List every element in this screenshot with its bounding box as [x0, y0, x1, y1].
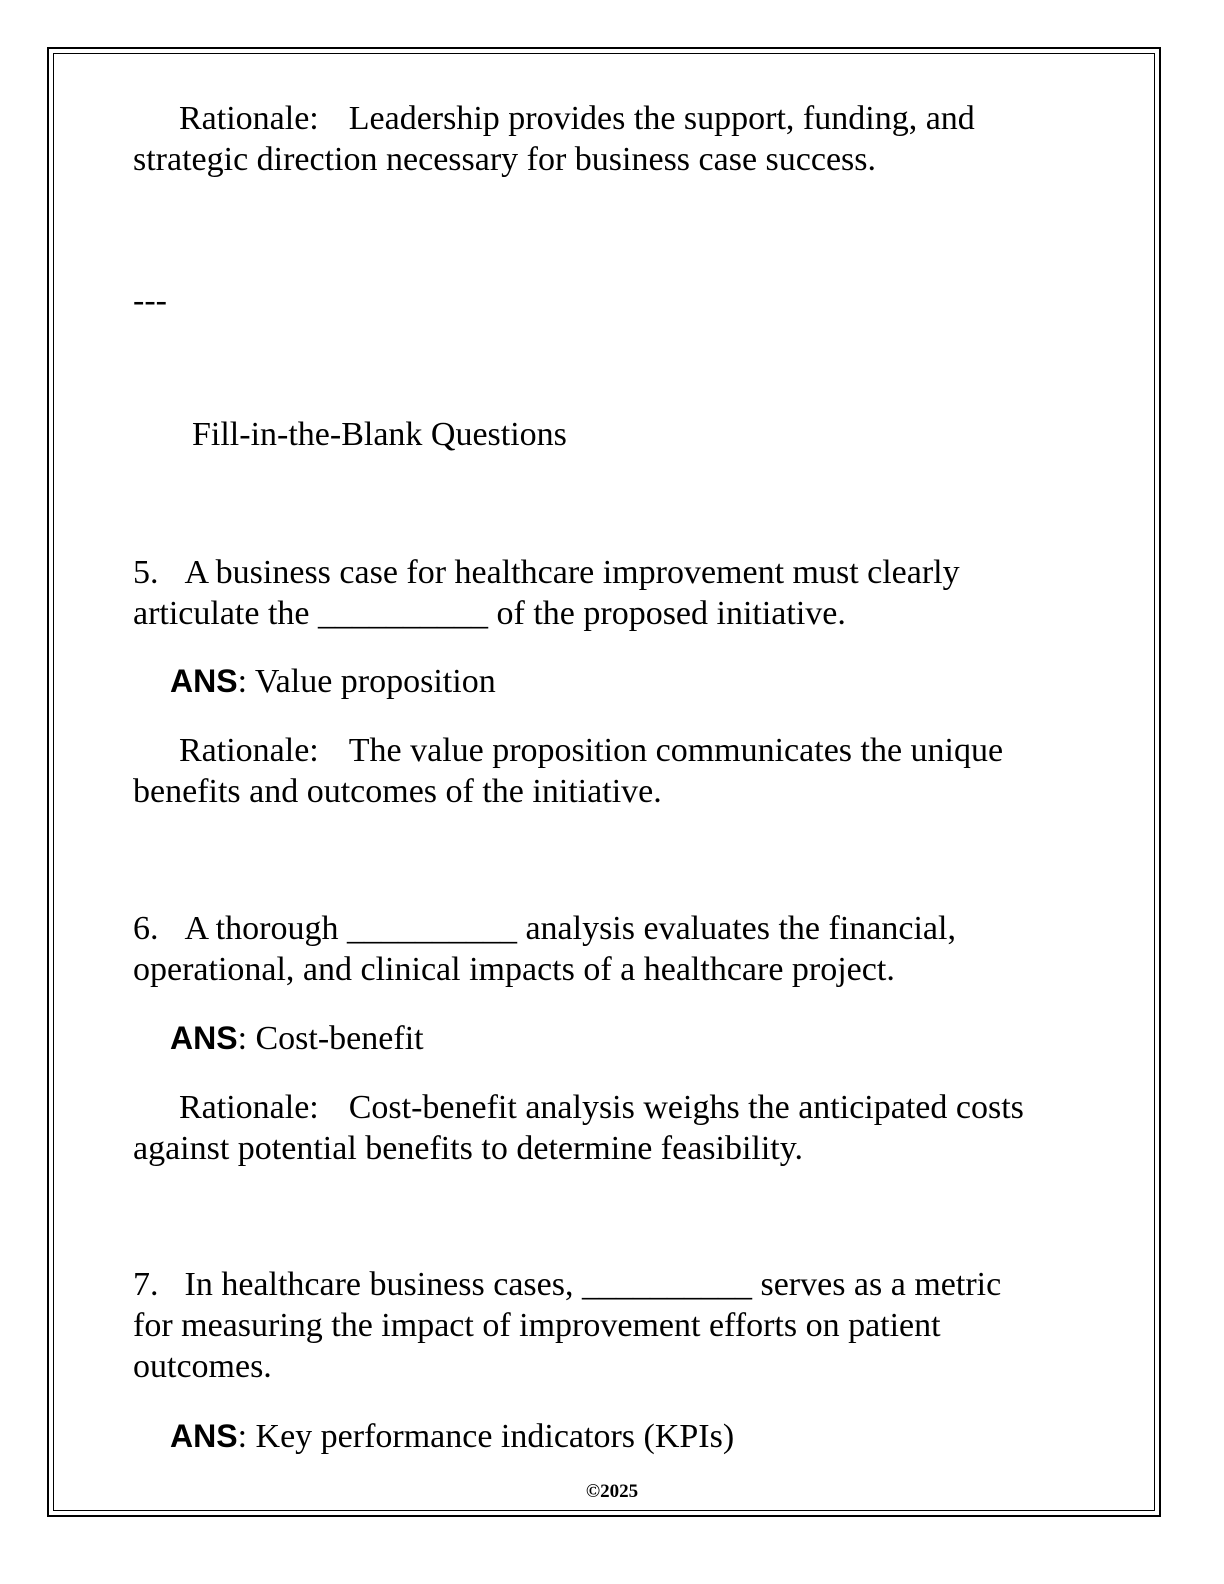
rationale-text: Cost-benefit analysis weighs the anticipated costs	[348, 1089, 1024, 1126]
question-7-line-2: for measuring the impact of improvement efforts on patient	[133, 1307, 941, 1344]
ans-label: ANS	[170, 663, 238, 699]
question-6-line-1	[133, 908, 956, 949]
question-number: 7.	[133, 1266, 159, 1303]
answer-6	[170, 1018, 424, 1059]
separator: ---	[133, 282, 167, 319]
question-text: A thorough __________ analysis evaluates the financial,	[184, 910, 956, 947]
question-6-line-2: operational, and clinical impacts of a healthcare project.	[133, 951, 895, 988]
ans-label: ANS	[170, 1020, 238, 1056]
question-5-line-2: articulate the __________ of the proposed initiative.	[133, 595, 846, 632]
rationale-4-line-1	[179, 98, 975, 139]
question-number: 5.	[133, 554, 159, 591]
rationale-6-line-2: against potential benefits to determine feasibility.	[133, 1130, 804, 1167]
answer-7	[170, 1416, 734, 1457]
ans-value: : Key performance indicators (KPIs)	[237, 1418, 735, 1455]
answer-5	[170, 661, 496, 702]
copyright-footer: ©2025	[585, 1481, 639, 1502]
rationale-text: The value proposition communicates the unique	[348, 732, 1004, 769]
ans-value: : Value proposition	[237, 663, 496, 700]
rationale-label: Rationale:	[179, 732, 319, 769]
section-heading: Fill-in-the-Blank Questions	[192, 416, 567, 453]
question-number: 6.	[133, 910, 159, 947]
question-7-line-1	[133, 1264, 1001, 1305]
rationale-text: Leadership provides the support, funding, and	[348, 100, 975, 137]
ans-value: : Cost-benefit	[237, 1020, 424, 1057]
question-7-line-3: outcomes.	[133, 1348, 272, 1385]
rationale-5-line-1	[179, 730, 1003, 771]
ans-label: ANS	[170, 1418, 238, 1454]
rationale-4-line-2: strategic direction necessary for business case success.	[133, 141, 877, 178]
rationale-label: Rationale:	[179, 100, 319, 137]
question-text: A business case for healthcare improvement must clearly	[184, 554, 960, 591]
rationale-5-line-2: benefits and outcomes of the initiative.	[133, 773, 662, 810]
question-text: In healthcare business cases, __________ serves as a metric	[184, 1266, 1002, 1303]
rationale-6-line-1	[179, 1087, 1024, 1128]
question-5-line-1	[133, 552, 960, 593]
rationale-label: Rationale:	[179, 1089, 319, 1126]
